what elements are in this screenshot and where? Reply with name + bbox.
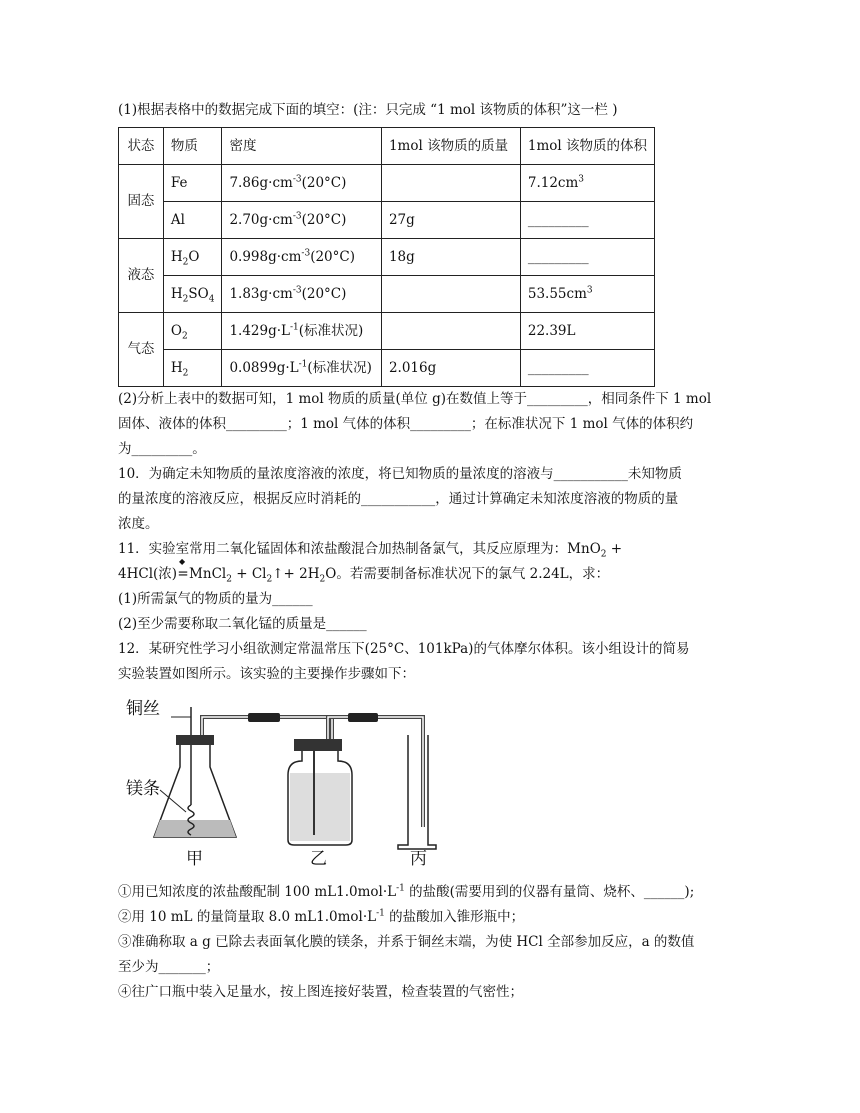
- apparatus-b-label: 乙: [310, 849, 327, 869]
- q12-line1: 12．某研究性学习小组欲测定常温常压下(25°C、101kPa)的气体摩尔体积。该小组设计的简易: [118, 641, 690, 657]
- table-header-row: [119, 128, 655, 165]
- rubber-joint-2: [348, 713, 378, 722]
- density-cell: $7.86g\cdot cm^{-3}(20^\circ C)$: [222, 165, 382, 202]
- density-cell: $0.0899g\cdot L^{-1}$(标准状况): [222, 350, 382, 387]
- volume-cell: _________: [520, 239, 654, 276]
- mass-cell: [381, 276, 520, 313]
- q11-part2: (2)至少需要称取二氧化锰的质量是______: [118, 616, 367, 632]
- step-3-line2: 至少为_______；: [118, 959, 220, 975]
- q9-part2-line2: 固体、液体的体积_________；1 mol 气体的体积_________；在标准状况下 1 mol 气体的体积约: [118, 416, 694, 432]
- substance-cell: Fe: [163, 165, 222, 202]
- rubber-joint-1: [248, 713, 280, 722]
- substance-cell: $H_2SO_4$: [163, 276, 222, 313]
- worksheet-page: [118, 98, 738, 1005]
- substance-cell: $H_2O$: [163, 239, 222, 276]
- substance-cell: $H_2$: [163, 350, 222, 387]
- density-cell: $1.83g\cdot cm^{-3}(20^\circ C)$: [222, 276, 382, 313]
- bottle-water: [290, 773, 350, 841]
- volume-cell: $53.55cm^3$: [520, 276, 654, 313]
- step-4: ④往广口瓶中装入足量水，按上图连接好装置，检查装置的气密性；: [118, 984, 523, 1000]
- table-header-cell: 物质: [163, 128, 222, 165]
- bottle-stopper: [294, 739, 342, 751]
- table-header-cell: 1mol 该物质的质量: [381, 128, 520, 165]
- apparatus-a-label: 甲: [186, 849, 203, 869]
- apparatus-drawing: [118, 695, 448, 880]
- mass-cell: [381, 165, 520, 202]
- state-cell-solid: 固态: [119, 165, 164, 239]
- mass-cell: 18g: [381, 239, 520, 276]
- volume-cell: 22.39L: [520, 313, 654, 350]
- q11-part1: (1)所需氯气的物质的量为______: [118, 591, 313, 607]
- q11-equation-line: 4HCl(浓) ◆ =MnCl$_2$ + $Cl_2↑+ 2H_2O$。若需要制备标准状况下的氯气 2.24L，求：: [118, 562, 738, 587]
- copper-wire-label: 铜丝: [126, 699, 160, 719]
- table-row: [119, 276, 655, 313]
- graduated-cylinder: [398, 735, 436, 849]
- q10-line1: 10．为确定未知物质的量浓度溶液的浓度，将已知物质的量浓度的溶液与___________未知物质: [118, 466, 682, 482]
- table-header-cell: 密度: [222, 128, 382, 165]
- table-row: [119, 165, 655, 202]
- mass-cell: [381, 313, 520, 350]
- volume-cell: _________: [520, 202, 654, 239]
- density-cell: $1.429g\cdot L^{-1}$(标准状况): [222, 313, 382, 350]
- table-header-cell: 状态: [119, 128, 164, 165]
- q9-intro: (1)根据表格中的数据完成下面的填空：(注：只完成 “1 mol 该物质的体积”这一栏 ): [118, 102, 618, 118]
- mass-cell: 2.016g: [381, 350, 520, 387]
- q11-line1: 11．实验室常用二氧化锰固体和浓盐酸混合加热制备氯气，其反应原理为：MnO$_2$ +: [118, 541, 623, 560]
- density-cell: $2.70g\cdot cm^{-3}(20^\circ C)$: [222, 202, 382, 239]
- q12-line2: 实验装置如图所示。该实验的主要操作步骤如下：: [118, 666, 415, 682]
- q10-line3: 浓度。: [118, 516, 159, 532]
- step-2: ②用 10 mL 的量筒量取 8.0 $mL1.0mol\cdot L^{-1}$ 的盐酸加入锥形瓶中；: [118, 908, 525, 925]
- volume-cell: $7.12cm^3$: [520, 165, 654, 202]
- heat-equals-icon: ◆ =: [177, 557, 189, 582]
- flask-liquid: [154, 820, 236, 837]
- volume-cell: _________: [520, 350, 654, 387]
- density-cell: $0.998g\cdot cm^{-3}(20^\circ C)$: [222, 239, 382, 276]
- step-3-line1: ③准确称取 a g 已除去表面氧化膜的镁条，并系于铜丝末端，为使 HCl 全部参加反应，a 的数值: [118, 934, 695, 950]
- substance-cell: Al: [163, 202, 222, 239]
- q9-part2-line1: (2)分析上表中的数据可知，1 mol 物质的质量(单位 g)在数值上等于_________，相同条件下 1 mol: [118, 391, 712, 407]
- magnesium-ribbon-label: 镁条: [126, 779, 160, 799]
- q10-line2: 的量浓度的溶液反应，根据反应时消耗的___________，通过计算确定未知浓度溶液的物质的量: [118, 491, 679, 507]
- state-cell-gas: 气态: [119, 313, 164, 387]
- apparatus-figure: [118, 695, 738, 880]
- table-row: [119, 313, 655, 350]
- table-row: [119, 350, 655, 387]
- mass-cell: 27g: [381, 202, 520, 239]
- step-1: ①用已知浓度的浓盐酸配制 100 $mL1.0mol\cdot L^{-1}$ 的盐酸(需要用到的仪器有量筒、烧杯、______);: [118, 883, 695, 900]
- substance-cell: $O_2$: [163, 313, 222, 350]
- table-row: [119, 239, 655, 276]
- table-header-cell: 1mol 该物质的体积: [520, 128, 654, 165]
- q9-part2-line3: 为_________。: [118, 441, 206, 457]
- state-cell-liquid: 液态: [119, 239, 164, 313]
- apparatus-c-label: 丙: [410, 849, 427, 869]
- flask-stopper: [176, 735, 214, 745]
- molar-volume-table: [118, 127, 655, 387]
- table-row: [119, 202, 655, 239]
